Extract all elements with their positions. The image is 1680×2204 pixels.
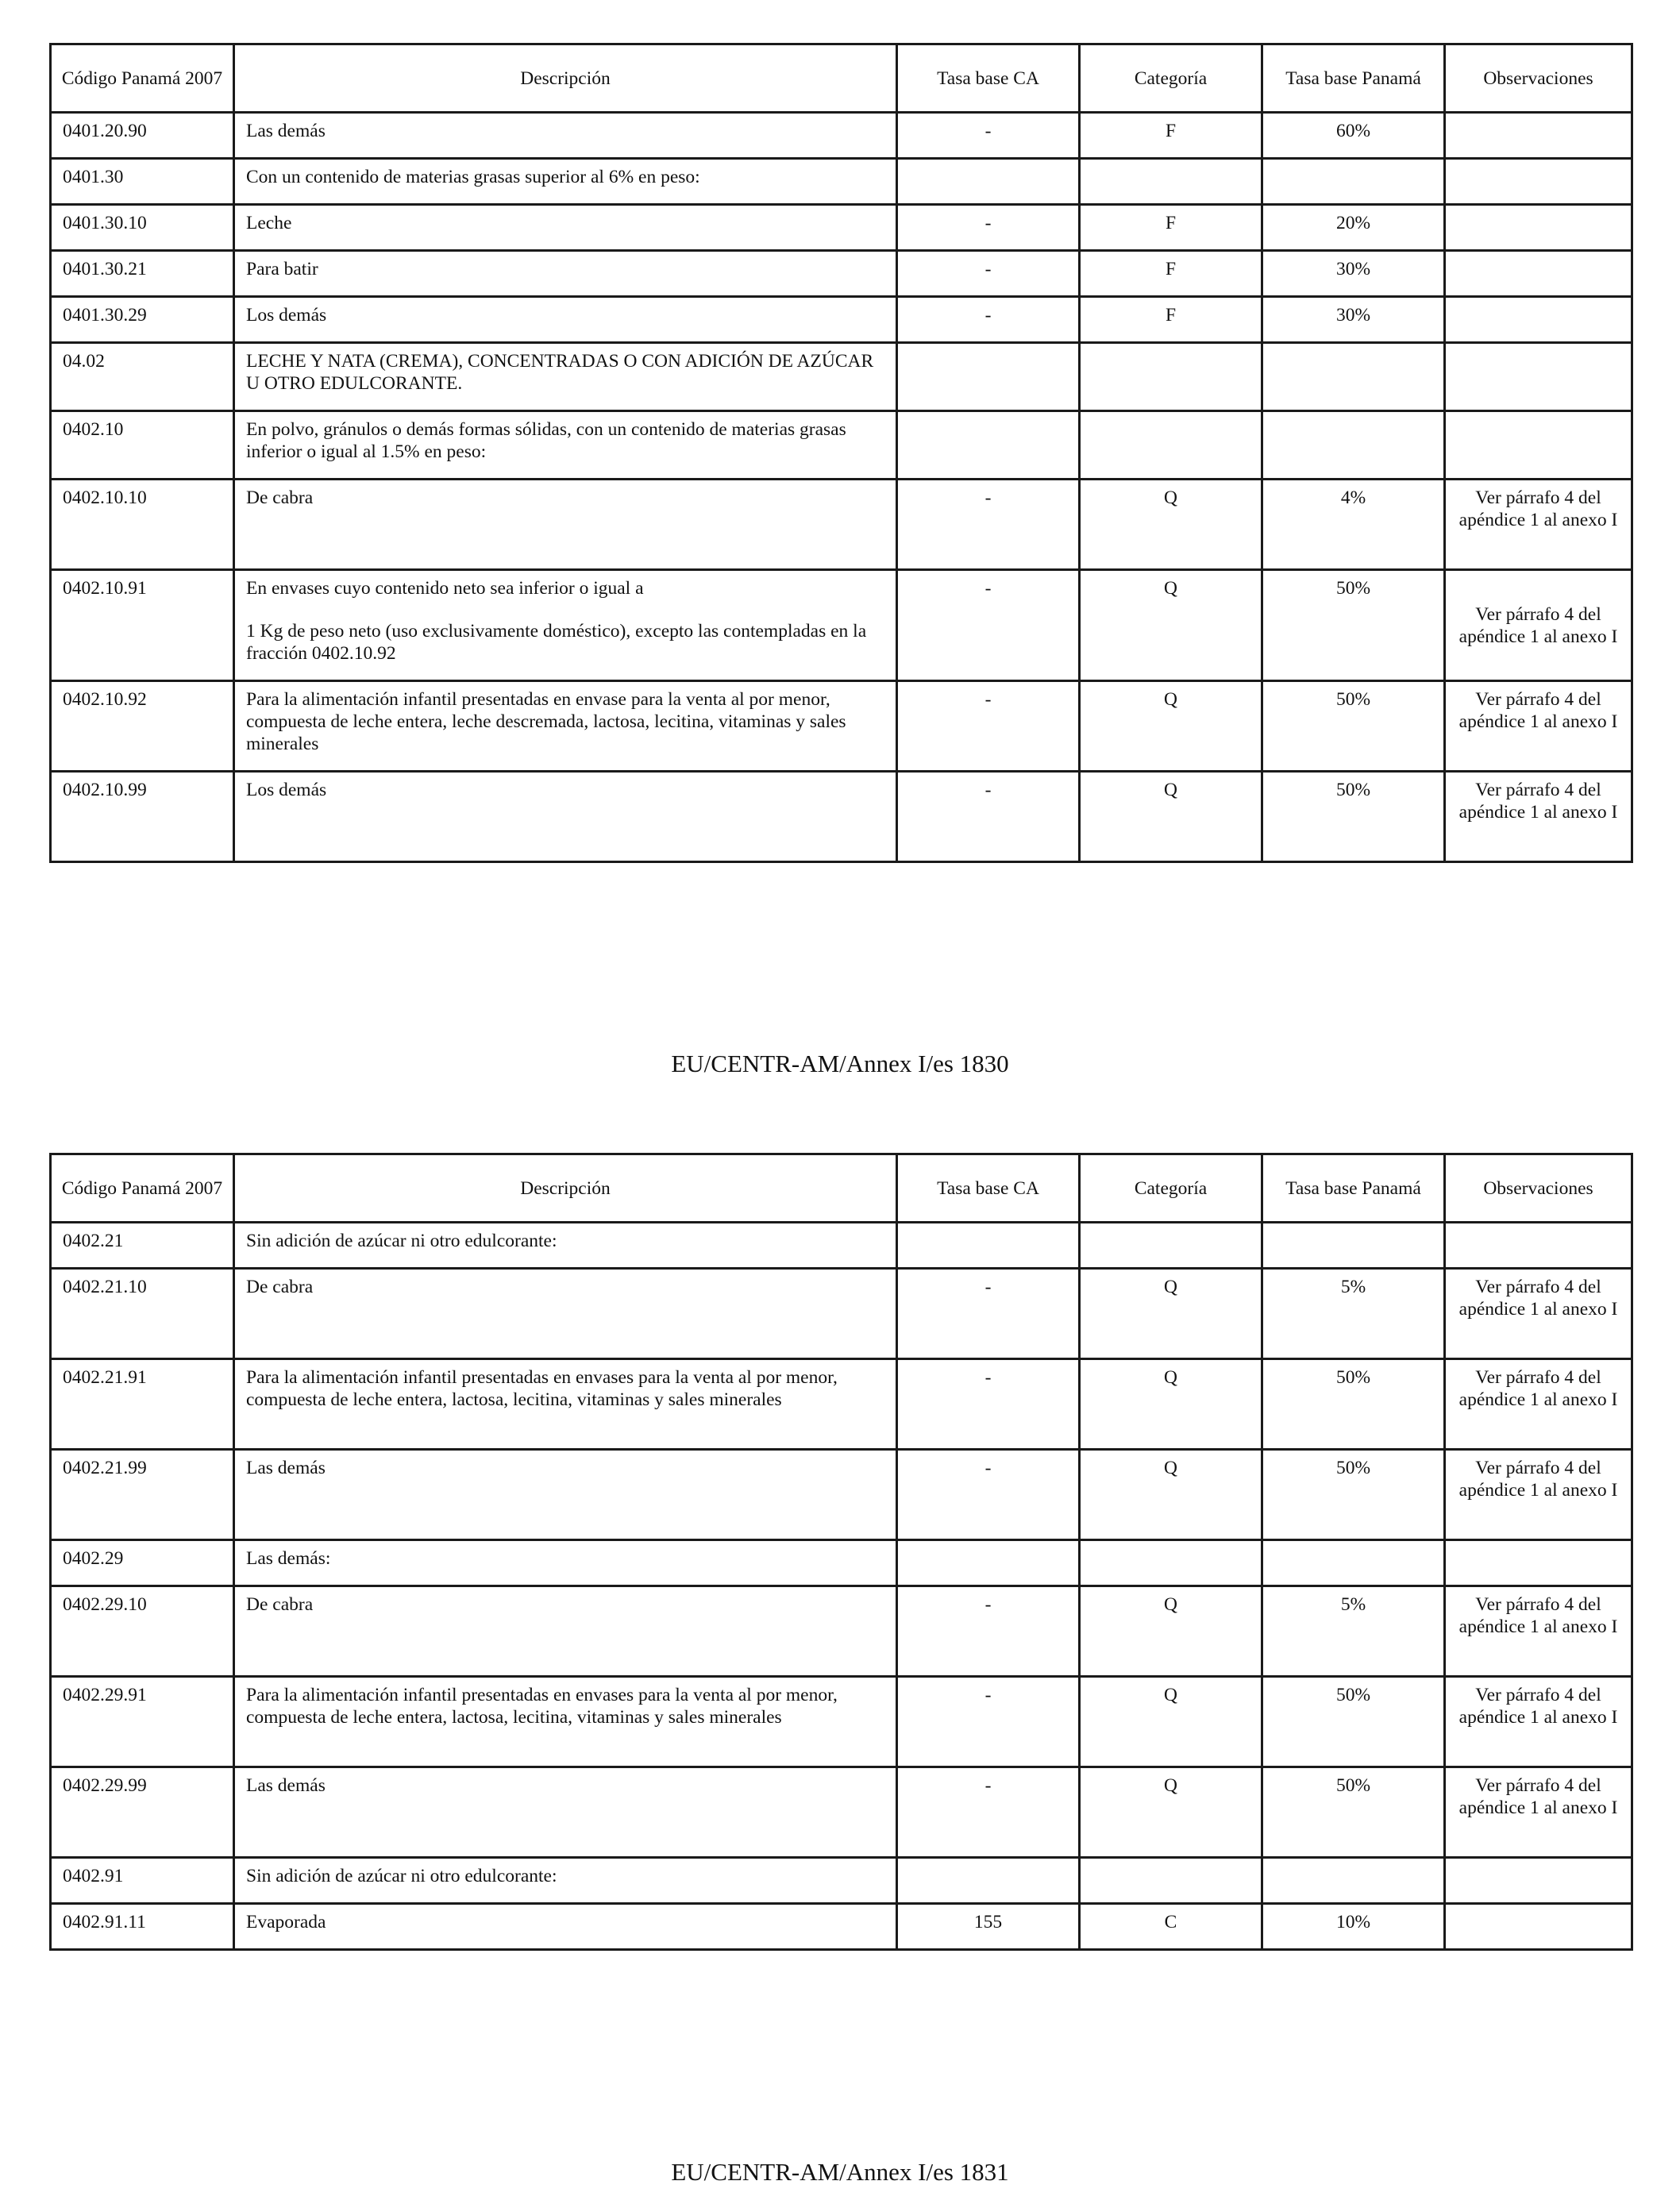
categoria-cell: Q	[1080, 480, 1262, 570]
table-row	[51, 1904, 1632, 1950]
descripcion-cell: Para la alimentación infantil presentadas en envases para la venta al por menor, compuesta de leche entera, lactosa, lecitina, vitaminas y sales minerales	[234, 1677, 897, 1767]
table-row	[51, 570, 1632, 681]
observaciones-cell: Ver párrafo 4 del apéndice 1 al anexo I	[1445, 480, 1632, 570]
observaciones-cell	[1445, 1540, 1632, 1586]
descripcion-cell: Las demás:	[234, 1540, 897, 1586]
tasa-ca-cell: -	[897, 205, 1080, 251]
codigo-cell: 0402.10.91	[51, 570, 234, 681]
header-codigo: Código Panamá 2007	[51, 44, 234, 113]
tariff-table-page-1	[49, 43, 1633, 863]
codigo-cell: 0401.30.21	[51, 251, 234, 297]
table-row	[51, 772, 1632, 862]
descripcion-cell: Evaporada	[234, 1904, 897, 1950]
descripcion-cell: Con un contenido de materias grasas superior al 6% en peso:	[234, 159, 897, 205]
observaciones-cell: Ver párrafo 4 del apéndice 1 al anexo I	[1445, 1767, 1632, 1858]
codigo-cell: 04.02	[51, 343, 234, 411]
descripcion-cell: Los demás	[234, 772, 897, 862]
observaciones-cell: Ver párrafo 4 del apéndice 1 al anexo I	[1445, 1586, 1632, 1677]
table-row	[51, 411, 1632, 480]
observaciones-cell	[1445, 411, 1632, 480]
observaciones-cell	[1445, 343, 1632, 411]
tasa-panama-cell: 5%	[1262, 1586, 1445, 1677]
tasa-panama-cell: 30%	[1262, 297, 1445, 343]
table-row	[51, 480, 1632, 570]
header-categoria: Categoría	[1080, 1154, 1262, 1223]
table-row	[51, 1269, 1632, 1359]
descripcion-cell: Las demás	[234, 1450, 897, 1540]
tasa-ca-cell	[897, 1858, 1080, 1904]
header-codigo: Código Panamá 2007	[51, 1154, 234, 1223]
categoria-cell: F	[1080, 251, 1262, 297]
tasa-panama-cell: 50%	[1262, 570, 1445, 681]
observaciones-cell	[1445, 1904, 1632, 1950]
observaciones-cell: Ver párrafo 4 del apéndice 1 al anexo I	[1445, 1677, 1632, 1767]
tasa-ca-cell: 155	[897, 1904, 1080, 1950]
codigo-cell: 0402.10.10	[51, 480, 234, 570]
observaciones-cell: Ver párrafo 4 del apéndice 1 al anexo I	[1445, 570, 1632, 681]
observaciones-cell	[1445, 205, 1632, 251]
codigo-cell: 0401.30.10	[51, 205, 234, 251]
tasa-ca-cell: -	[897, 1677, 1080, 1767]
categoria-cell	[1080, 1858, 1262, 1904]
tasa-panama-cell	[1262, 1223, 1445, 1269]
tasa-panama-cell: 50%	[1262, 1677, 1445, 1767]
table-row	[51, 343, 1632, 411]
categoria-cell	[1080, 1223, 1262, 1269]
codigo-cell: 0402.10.99	[51, 772, 234, 862]
observaciones-cell	[1445, 251, 1632, 297]
categoria-cell: F	[1080, 205, 1262, 251]
categoria-cell: Q	[1080, 1677, 1262, 1767]
header-row	[51, 1154, 1632, 1223]
header-descripcion: Descripción	[234, 44, 897, 113]
codigo-cell: 0401.20.90	[51, 113, 234, 159]
descripcion-cell: De cabra	[234, 1586, 897, 1677]
codigo-cell: 0402.29.91	[51, 1677, 234, 1767]
tasa-ca-cell: -	[897, 1586, 1080, 1677]
descripcion-paragraph: En envases cuyo contenido neto sea inferior o igual a	[246, 578, 644, 599]
tasa-ca-cell: -	[897, 1269, 1080, 1359]
tasa-ca-cell	[897, 159, 1080, 205]
tasa-panama-cell	[1262, 1540, 1445, 1586]
observaciones-cell: Ver párrafo 4 del apéndice 1 al anexo I	[1445, 772, 1632, 862]
tasa-ca-cell	[897, 1223, 1080, 1269]
table-row	[51, 205, 1632, 251]
categoria-cell	[1080, 411, 1262, 480]
observaciones-cell	[1445, 113, 1632, 159]
tasa-ca-cell	[897, 343, 1080, 411]
table-row	[51, 681, 1632, 772]
tasa-ca-cell: -	[897, 1359, 1080, 1450]
table-row	[51, 1359, 1632, 1450]
tasa-ca-cell: -	[897, 570, 1080, 681]
tasa-ca-cell: -	[897, 1767, 1080, 1858]
descripcion-cell: Los demás	[234, 297, 897, 343]
tasa-ca-cell: -	[897, 297, 1080, 343]
tasa-panama-cell: 10%	[1262, 1904, 1445, 1950]
table-row	[51, 1540, 1632, 1586]
header-tasa-panama: Tasa base Panamá	[1262, 1154, 1445, 1223]
categoria-cell: Q	[1080, 1269, 1262, 1359]
descripcion-cell: Para la alimentación infantil presentadas en envase para la venta al por menor, compuesta de leche entera, leche descremada, lactosa, lecitina, vitaminas y sales minerales	[234, 681, 897, 772]
observaciones-cell: Ver párrafo 4 del apéndice 1 al anexo I	[1445, 1269, 1632, 1359]
header-tasa-panama: Tasa base Panamá	[1262, 44, 1445, 113]
tasa-panama-cell: 50%	[1262, 681, 1445, 772]
header-descripcion: Descripción	[234, 1154, 897, 1223]
tasa-panama-cell	[1262, 159, 1445, 205]
table-row	[51, 251, 1632, 297]
categoria-cell: Q	[1080, 1586, 1262, 1677]
categoria-cell: Q	[1080, 570, 1262, 681]
descripcion-cell: De cabra	[234, 480, 897, 570]
codigo-cell: 0401.30.29	[51, 297, 234, 343]
table-row	[51, 1858, 1632, 1904]
table-row	[51, 1586, 1632, 1677]
header-row	[51, 44, 1632, 113]
observaciones-cell: Ver párrafo 4 del apéndice 1 al anexo I	[1445, 1359, 1632, 1450]
descripcion-cell: Las demás	[234, 1767, 897, 1858]
header-tasa-ca: Tasa base CA	[897, 44, 1080, 113]
observaciones-cell: Ver párrafo 4 del apéndice 1 al anexo I	[1445, 681, 1632, 772]
descripcion-cell: LECHE Y NATA (CREMA), CONCENTRADAS O CON ADICIÓN DE AZÚCAR U OTRO EDULCORANTE.	[234, 343, 897, 411]
codigo-cell: 0402.29.99	[51, 1767, 234, 1858]
tasa-panama-cell: 50%	[1262, 1359, 1445, 1450]
table-row	[51, 1223, 1632, 1269]
codigo-cell: 0402.21.91	[51, 1359, 234, 1450]
descripcion-cell: Para batir	[234, 251, 897, 297]
categoria-cell: Q	[1080, 772, 1262, 862]
descripcion-cell: Sin adición de azúcar ni otro edulcorante:	[234, 1223, 897, 1269]
tasa-ca-cell: -	[897, 251, 1080, 297]
table-row	[51, 1767, 1632, 1858]
codigo-cell: 0402.29	[51, 1540, 234, 1586]
descripcion-cell: Sin adición de azúcar ni otro edulcorante:	[234, 1858, 897, 1904]
table-row	[51, 297, 1632, 343]
categoria-cell	[1080, 159, 1262, 205]
tasa-panama-cell	[1262, 1858, 1445, 1904]
tasa-ca-cell	[897, 411, 1080, 480]
tasa-panama-cell: 4%	[1262, 480, 1445, 570]
observaciones-cell	[1445, 1223, 1632, 1269]
tasa-ca-cell: -	[897, 113, 1080, 159]
page-footer: EU/CENTR-AM/Annex I/es 1831	[671, 2158, 1009, 2186]
tasa-ca-cell: -	[897, 480, 1080, 570]
descripcion-cell: Las demás	[234, 113, 897, 159]
table-row	[51, 159, 1632, 205]
descripcion-paragraph: 1 Kg de peso neto (uso exclusivamente doméstico), excepto las contempladas en la fracción 0402.10.92	[246, 621, 867, 664]
observaciones-cell	[1445, 297, 1632, 343]
categoria-cell: Q	[1080, 1359, 1262, 1450]
codigo-cell: 0402.91.11	[51, 1904, 234, 1950]
codigo-cell: 0402.21.99	[51, 1450, 234, 1540]
tasa-ca-cell: -	[897, 681, 1080, 772]
header-categoria: Categoría	[1080, 44, 1262, 113]
categoria-cell: F	[1080, 297, 1262, 343]
page-footer: EU/CENTR-AM/Annex I/es 1830	[671, 1050, 1009, 1077]
observaciones-cell	[1445, 1858, 1632, 1904]
categoria-cell: Q	[1080, 681, 1262, 772]
categoria-cell: F	[1080, 113, 1262, 159]
descripcion-cell: En polvo, gránulos o demás formas sólidas, con un contenido de materias grasas inferior o igual al 1.5% en peso:	[234, 411, 897, 480]
tariff-table-page-2	[49, 1153, 1633, 1951]
header-tasa-ca: Tasa base CA	[897, 1154, 1080, 1223]
tasa-panama-cell: 50%	[1262, 772, 1445, 862]
header-observaciones: Observaciones	[1445, 1154, 1632, 1223]
table-row	[51, 1677, 1632, 1767]
observaciones-cell	[1445, 159, 1632, 205]
table-row	[51, 113, 1632, 159]
codigo-cell: 0402.91	[51, 1858, 234, 1904]
tasa-panama-cell	[1262, 411, 1445, 480]
tasa-panama-cell: 50%	[1262, 1767, 1445, 1858]
tasa-panama-cell: 20%	[1262, 205, 1445, 251]
tasa-panama-cell: 30%	[1262, 251, 1445, 297]
codigo-cell: 0402.21.10	[51, 1269, 234, 1359]
tasa-ca-cell: -	[897, 772, 1080, 862]
descripcion-cell: Para la alimentación infantil presentadas en envases para la venta al por menor, compuesta de leche entera, lactosa, lecitina, vitaminas y sales minerales	[234, 1359, 897, 1450]
categoria-cell	[1080, 1540, 1262, 1586]
observaciones-cell: Ver párrafo 4 del apéndice 1 al anexo I	[1445, 1450, 1632, 1540]
descripcion-cell	[234, 570, 897, 681]
descripcion-cell: Leche	[234, 205, 897, 251]
tasa-panama-cell: 50%	[1262, 1450, 1445, 1540]
tasa-panama-cell: 60%	[1262, 113, 1445, 159]
tasa-ca-cell	[897, 1540, 1080, 1586]
descripcion-cell: De cabra	[234, 1269, 897, 1359]
categoria-cell	[1080, 343, 1262, 411]
tasa-panama-cell: 5%	[1262, 1269, 1445, 1359]
categoria-cell: Q	[1080, 1450, 1262, 1540]
tasa-panama-cell	[1262, 343, 1445, 411]
codigo-cell: 0401.30	[51, 159, 234, 205]
categoria-cell: C	[1080, 1904, 1262, 1950]
codigo-cell: 0402.29.10	[51, 1586, 234, 1677]
table-row	[51, 1450, 1632, 1540]
tasa-ca-cell: -	[897, 1450, 1080, 1540]
header-observaciones: Observaciones	[1445, 44, 1632, 113]
codigo-cell: 0402.10	[51, 411, 234, 480]
codigo-cell: 0402.10.92	[51, 681, 234, 772]
categoria-cell: Q	[1080, 1767, 1262, 1858]
codigo-cell: 0402.21	[51, 1223, 234, 1269]
